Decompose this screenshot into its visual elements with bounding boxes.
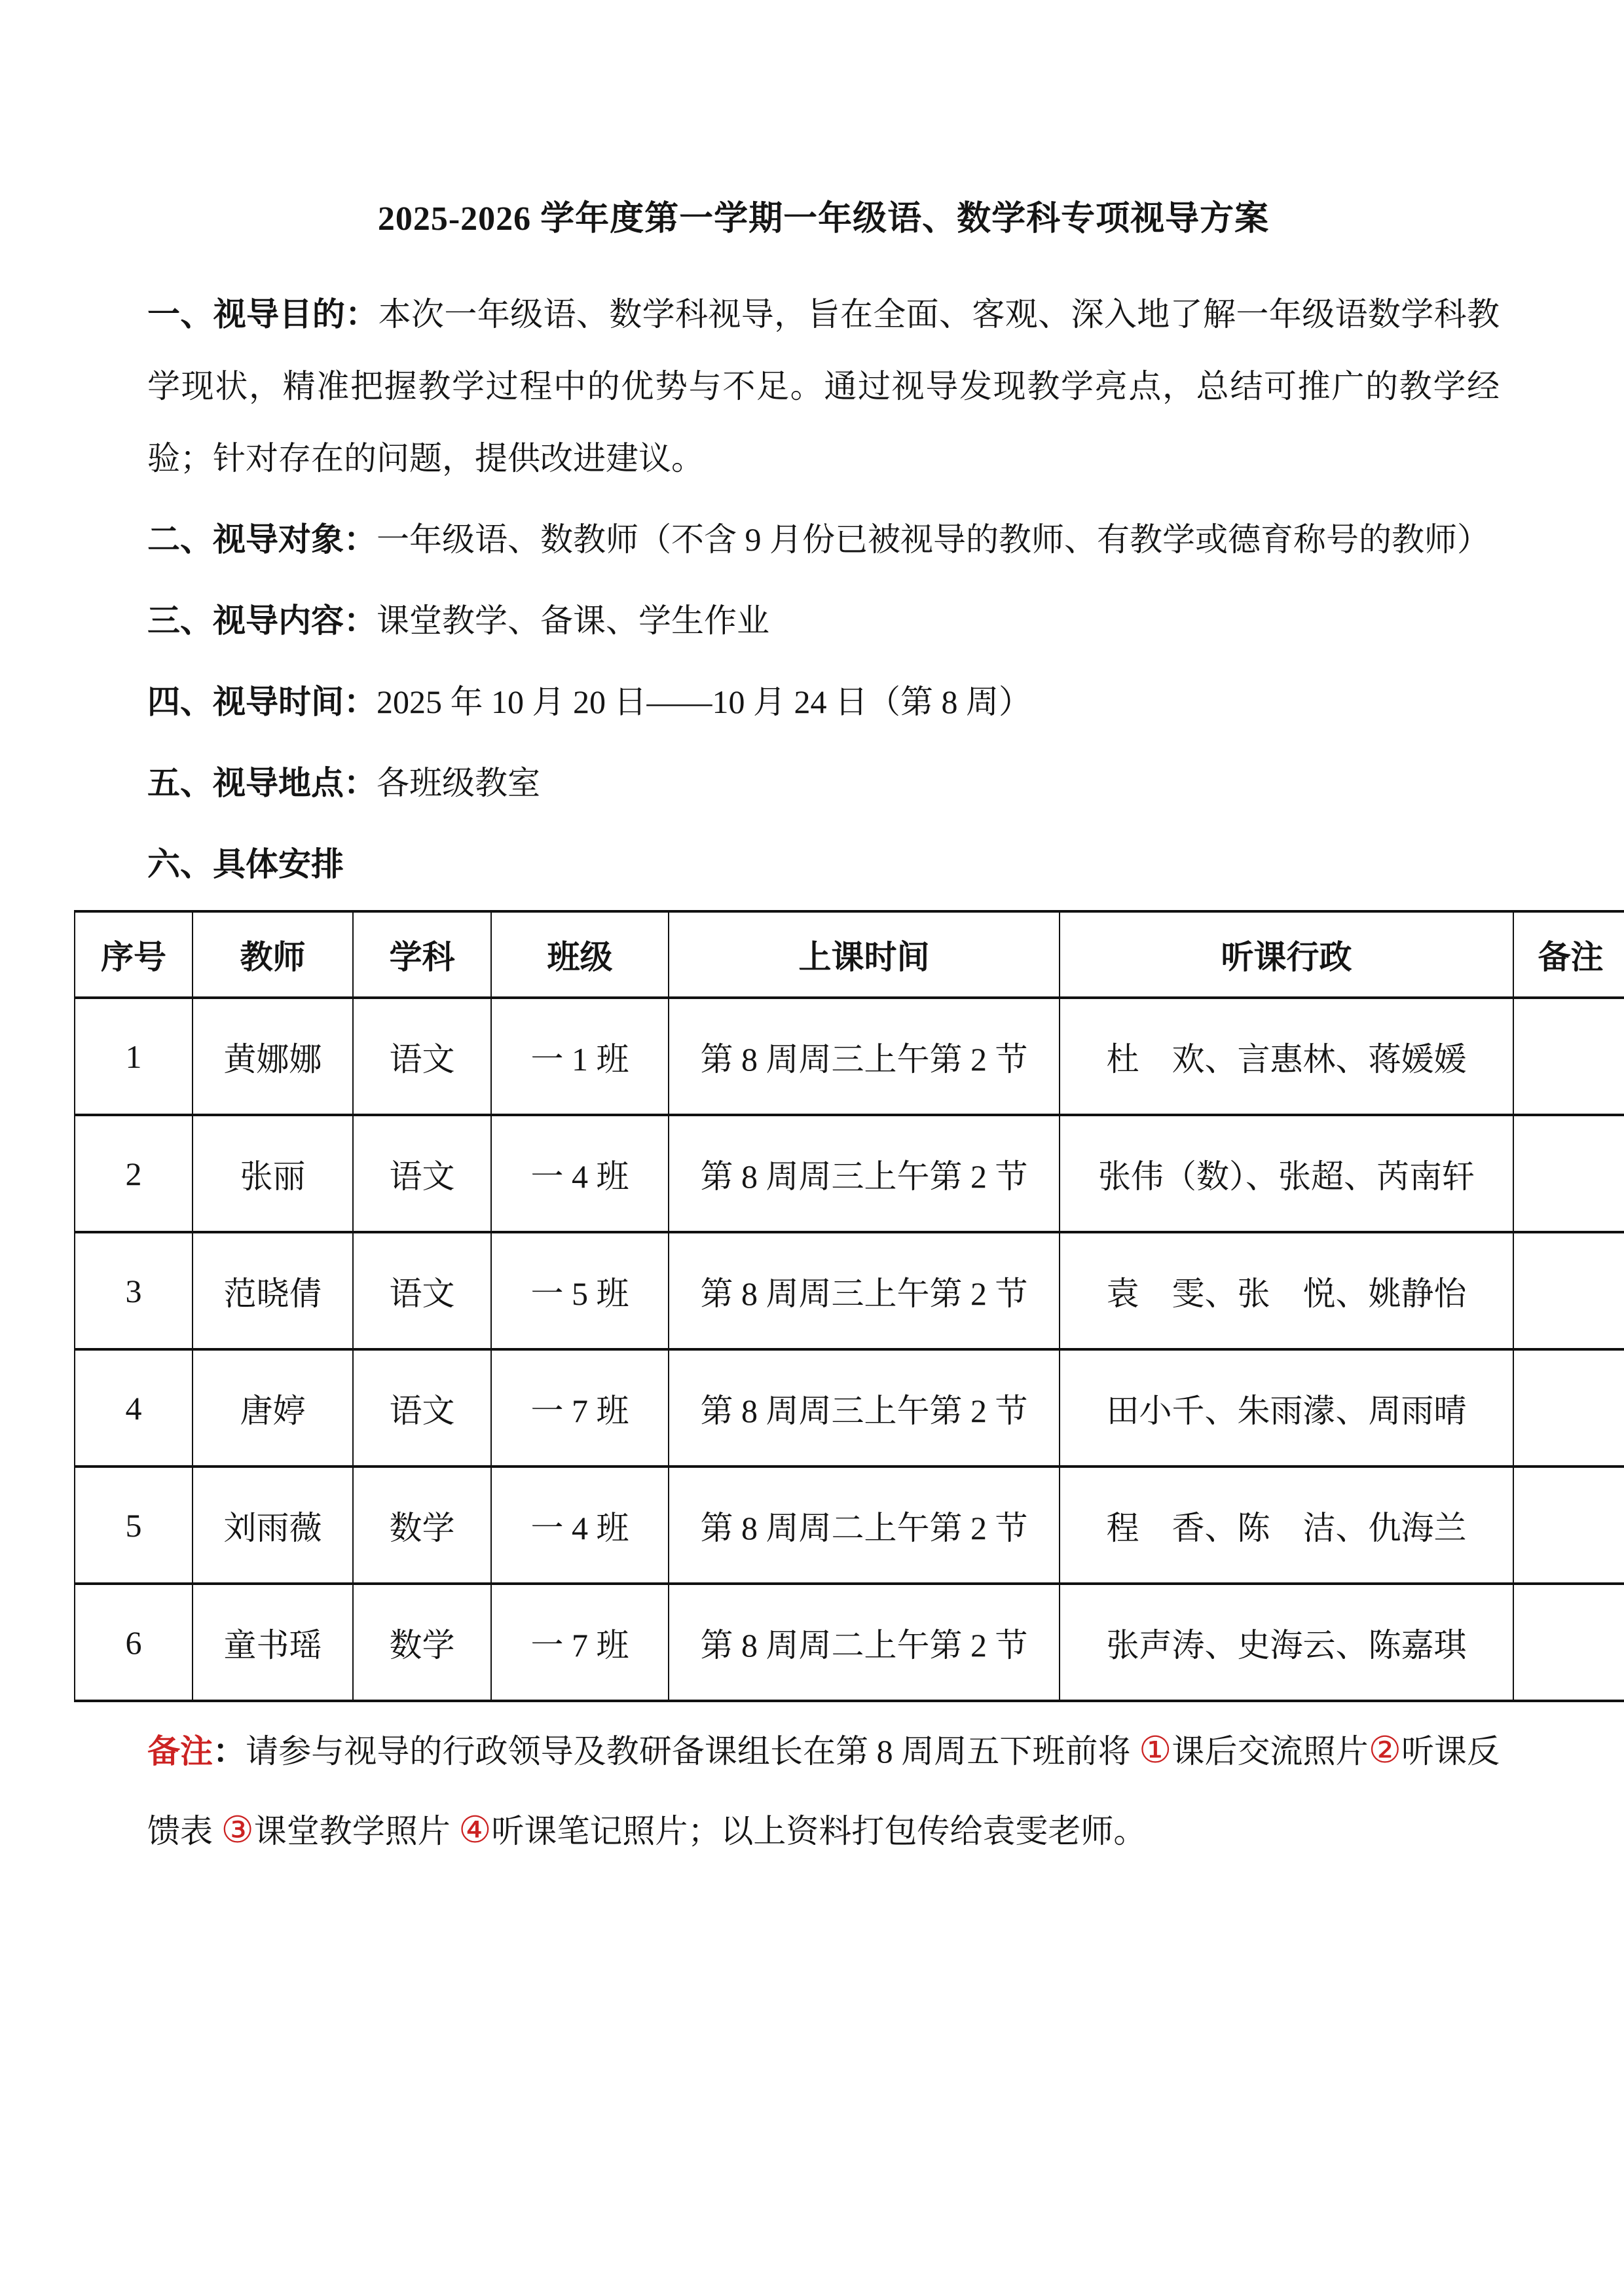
section-content	[147, 585, 1500, 657]
cell-class: 一 7 班	[491, 1349, 669, 1467]
section-time-content: 2025 年 10 月 20 日——10 月 24 日（第 8 周）	[377, 683, 1031, 720]
cell-index: 1	[75, 998, 193, 1115]
cell-class: 一 4 班	[491, 1115, 669, 1232]
cell-class: 一 4 班	[491, 1467, 669, 1584]
remark-text: 请参与视导的行政领导及教研备课组长在第 8 周周五下班前将	[246, 1733, 1139, 1770]
cell-admin: 杜 欢、言惠林、蒋媛媛	[1060, 998, 1513, 1115]
cell-teacher: 刘雨薇	[193, 1467, 353, 1584]
circled-3-icon: ③	[221, 1810, 254, 1851]
cell-time: 第 8 周周三上午第 2 节	[669, 1232, 1060, 1349]
cell-time: 第 8 周周二上午第 2 节	[669, 1467, 1060, 1584]
cell-remark	[1513, 1467, 1624, 1584]
section-target-content: 一年级语、数教师（不含 9 月份已被视导的教师、有教学或德育称号的教师）	[377, 521, 1490, 558]
section-content-label: 三、视导内容：	[147, 602, 377, 639]
cell-teacher: 黄娜娜	[193, 998, 353, 1115]
section-place-content: 各班级教室	[377, 765, 540, 801]
cell-time: 第 8 周周二上午第 2 节	[669, 1584, 1060, 1701]
section-purpose	[147, 278, 1500, 494]
section-purpose-label: 一、视导目的：	[147, 296, 378, 333]
section-target	[147, 503, 1500, 575]
remark-label: 备注	[147, 1733, 213, 1770]
cell-teacher: 童书瑶	[193, 1584, 353, 1701]
circled-4-icon: ④	[458, 1810, 492, 1851]
section-time	[147, 666, 1500, 738]
cell-remark	[1513, 998, 1624, 1115]
table-row	[75, 1115, 1624, 1232]
cell-admin: 张伟（数）、张超、芮南轩	[1060, 1115, 1513, 1232]
cell-index: 3	[75, 1232, 193, 1349]
header-subject: 学科	[353, 911, 491, 998]
section-purpose-content: 本次一年级语、数学科视导，旨在全面、客观、深入地了解一年级语数学科教学现状，精准把握教学过程中的优势与不足。通过视导发现教学亮点，总结可推广的教学经验；针对存在的问题，提供改进建议。	[147, 296, 1500, 477]
cell-time: 第 8 周周三上午第 2 节	[669, 1115, 1060, 1232]
header-remark: 备注	[1513, 911, 1624, 998]
cell-time: 第 8 周周三上午第 2 节	[669, 1349, 1060, 1467]
table-row	[75, 1349, 1624, 1467]
cell-subject: 语文	[353, 998, 491, 1115]
section-schedule-label: 六、具体安排	[147, 846, 344, 883]
cell-remark	[1513, 1115, 1624, 1232]
remark-colon: ：	[213, 1733, 246, 1770]
section-target-label: 二、视导对象：	[147, 521, 377, 558]
section-place	[147, 747, 1500, 819]
cell-remark	[1513, 1349, 1624, 1467]
cell-class: 一 7 班	[491, 1584, 669, 1701]
cell-index: 5	[75, 1467, 193, 1584]
header-class: 班级	[491, 911, 669, 998]
section-schedule	[147, 828, 1500, 900]
header-index: 序号	[75, 911, 193, 998]
cell-index: 6	[75, 1584, 193, 1701]
table-row	[75, 1467, 1624, 1584]
cell-subject: 数学	[353, 1467, 491, 1584]
cell-class: 一 5 班	[491, 1232, 669, 1349]
circled-2-icon: ②	[1368, 1730, 1401, 1771]
header-time: 上课时间	[669, 911, 1060, 998]
cell-index: 4	[75, 1349, 193, 1467]
cell-subject: 语文	[353, 1349, 491, 1467]
section-place-label: 五、视导地点：	[147, 765, 377, 801]
cell-teacher: 范晓倩	[193, 1232, 353, 1349]
cell-admin: 张声涛、史海云、陈嘉琪	[1060, 1584, 1513, 1701]
cell-remark	[1513, 1232, 1624, 1349]
remark-text: 课堂教学照片	[253, 1813, 459, 1850]
circled-1-icon: ①	[1139, 1730, 1172, 1771]
table-row	[75, 998, 1624, 1115]
table-header-row	[75, 911, 1624, 998]
table-row	[75, 1232, 1624, 1349]
cell-admin: 程 香、陈 洁、仇海兰	[1060, 1467, 1513, 1584]
remark-text: 听课反馈表	[147, 1733, 1500, 1850]
cell-admin: 田小千、朱雨濛、周雨晴	[1060, 1349, 1513, 1467]
cell-class: 一 1 班	[491, 998, 669, 1115]
cell-teacher: 唐婷	[193, 1349, 353, 1467]
cell-admin: 袁 雯、张 悦、姚静怡	[1060, 1232, 1513, 1349]
table-row	[75, 1584, 1624, 1701]
remark-text: 课后交流照片	[1172, 1733, 1369, 1770]
schedule-table	[74, 910, 1624, 1702]
remark-note	[147, 1711, 1500, 1871]
page-title: 2025-2026 学年度第一学期一年级语、数学科专项视导方案	[377, 200, 1270, 238]
cell-time: 第 8 周周三上午第 2 节	[669, 998, 1060, 1115]
cell-remark	[1513, 1584, 1624, 1701]
cell-index: 2	[75, 1115, 193, 1232]
cell-subject: 语文	[353, 1115, 491, 1232]
section-time-label: 四、视导时间：	[147, 683, 377, 720]
cell-teacher: 张丽	[193, 1115, 353, 1232]
cell-subject: 数学	[353, 1584, 491, 1701]
header-teacher: 教师	[193, 911, 353, 998]
cell-subject: 语文	[353, 1232, 491, 1349]
header-admin: 听课行政	[1060, 911, 1513, 998]
section-content-content: 课堂教学、备课、学生作业	[377, 602, 769, 639]
remark-text: 听课笔记照片；以上资料打包传给袁雯老师。	[491, 1813, 1147, 1850]
